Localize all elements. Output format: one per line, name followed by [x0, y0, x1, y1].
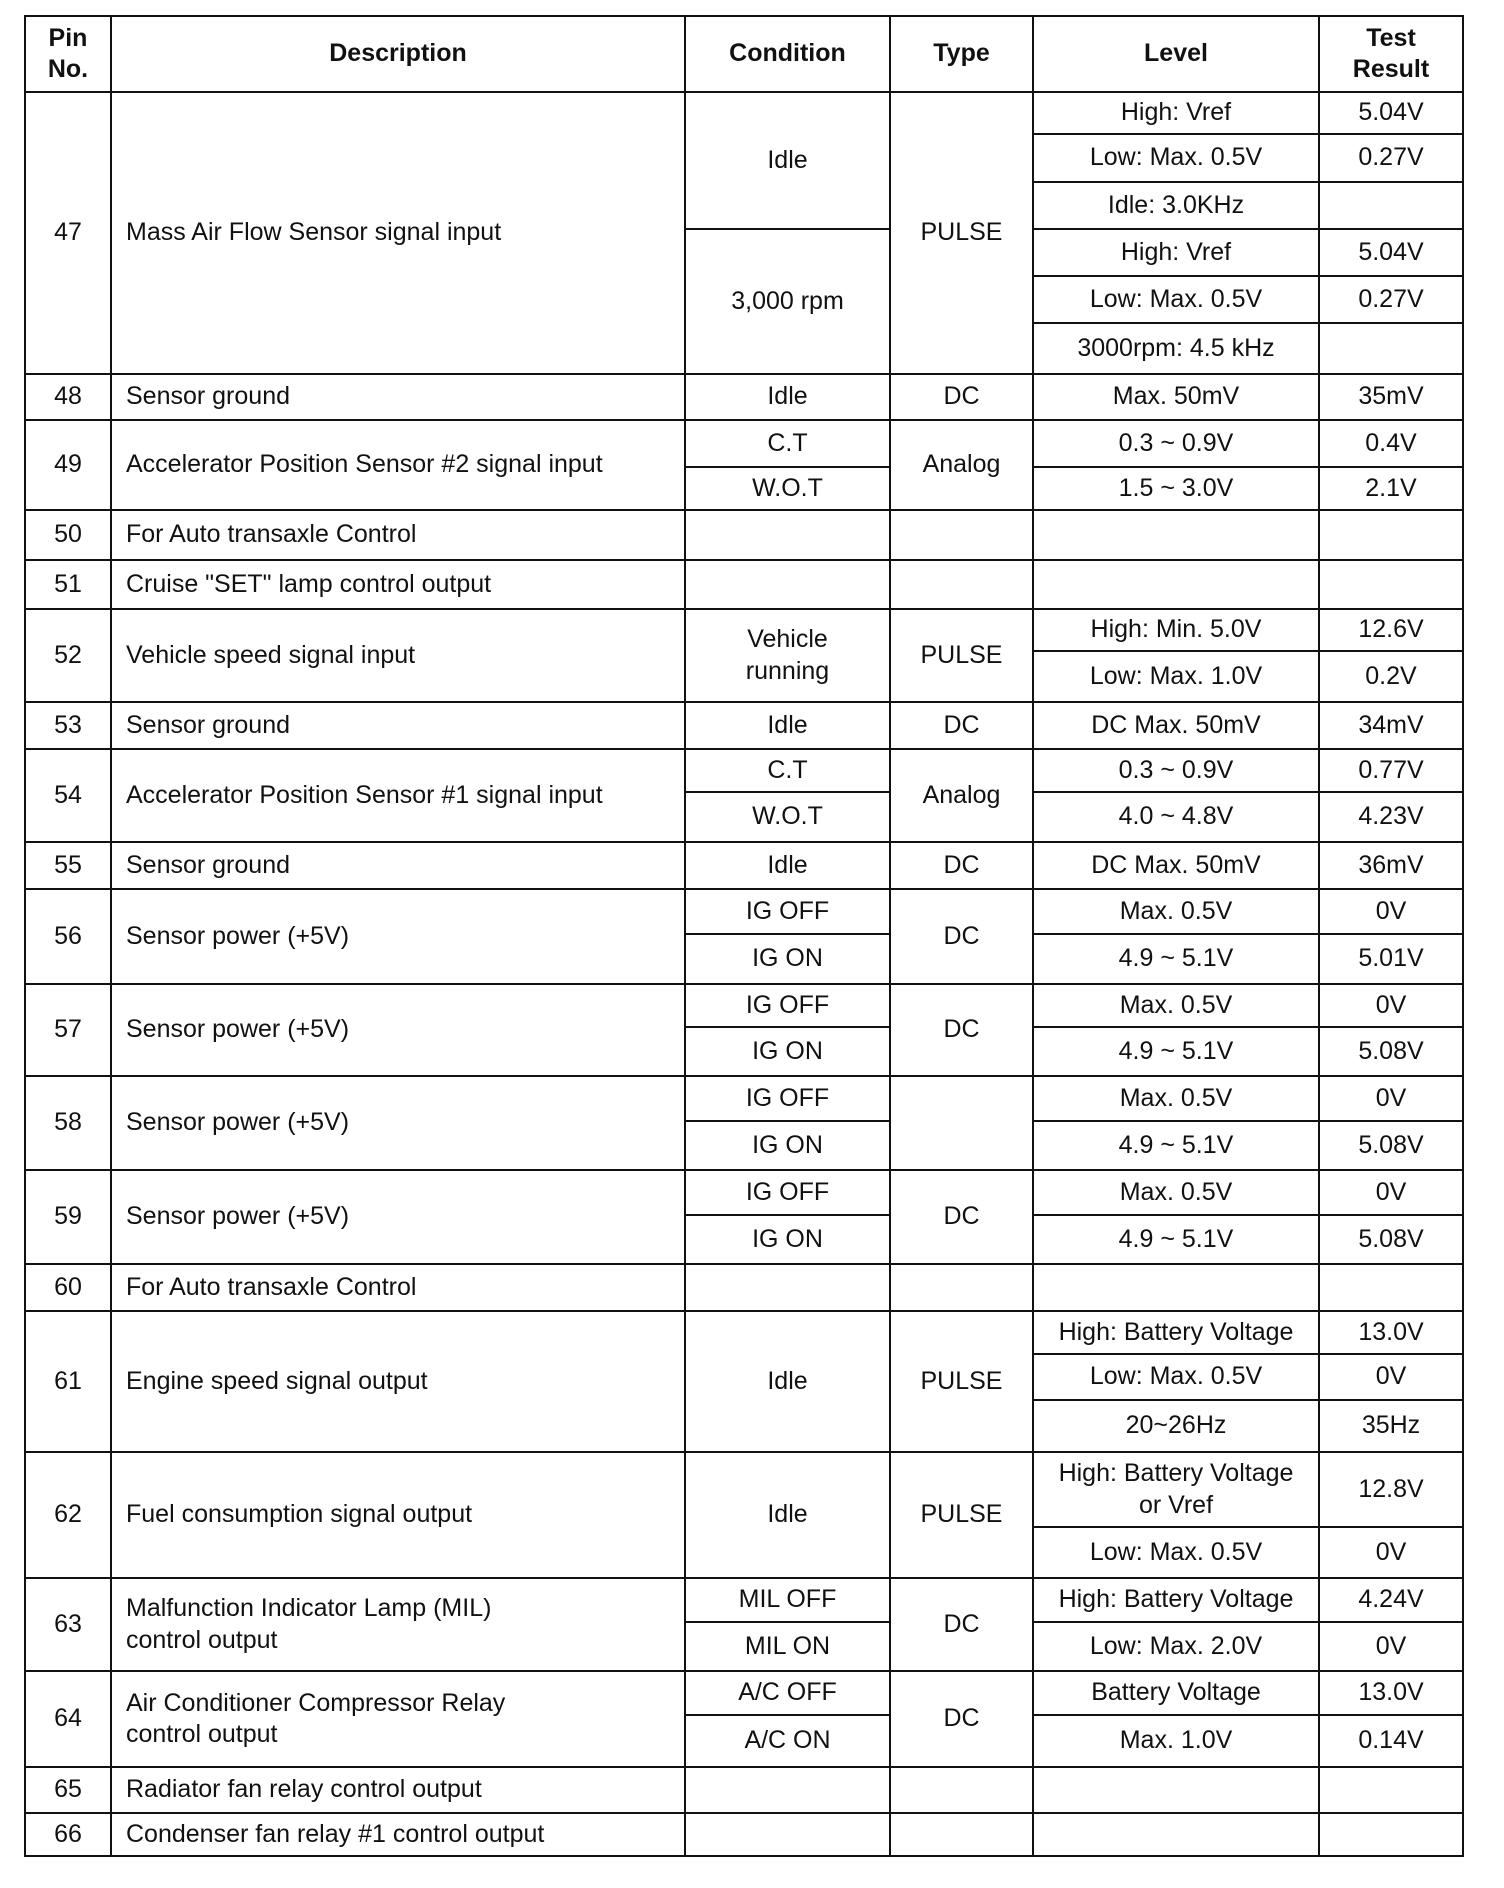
ecm-pin-table [24, 15, 1464, 1857]
pin-level: High: Battery Voltage or Vref [1033, 1452, 1319, 1527]
table-row-60 [25, 1264, 1463, 1311]
pin-result [1319, 323, 1463, 374]
pin-description: Engine speed signal output [111, 1311, 685, 1452]
pin-type: PULSE [890, 92, 1033, 374]
pin-level: Low: Max. 2.0V [1033, 1622, 1319, 1671]
table-row-53 [25, 702, 1463, 749]
pin-number: 63 [25, 1578, 111, 1671]
pin-description: For Auto transaxle Control [111, 510, 685, 560]
pin-result: 0V [1319, 1622, 1463, 1671]
pin-number: 64 [25, 1671, 111, 1767]
pin-type: DC [890, 889, 1033, 984]
pin-level [1033, 560, 1319, 609]
pin-condition: Idle [685, 1311, 890, 1452]
table-row-61 [25, 1311, 1463, 1354]
table-row-50 [25, 510, 1463, 560]
pin-condition: IG ON [685, 934, 890, 984]
pin-result: 12.8V [1319, 1452, 1463, 1527]
pin-result [1319, 510, 1463, 560]
pin-level: 4.9 ~ 5.1V [1033, 934, 1319, 984]
pin-result: 35mV [1319, 374, 1463, 420]
header-description: Description [111, 16, 685, 92]
pin-condition: IG ON [685, 1215, 890, 1264]
pin-condition: IG OFF [685, 984, 890, 1027]
pin-level: Low: Max. 0.5V [1033, 134, 1319, 182]
pin-level: 4.0 ~ 4.8V [1033, 792, 1319, 842]
pin-level: Idle: 3.0KHz [1033, 182, 1319, 229]
pin-condition [685, 510, 890, 560]
pin-condition: 3,000 rpm [685, 229, 890, 374]
pin-level: High: Battery Voltage [1033, 1311, 1319, 1354]
pin-result: 0.27V [1319, 276, 1463, 323]
pin-number: 60 [25, 1264, 111, 1311]
pin-level: High: Vref [1033, 92, 1319, 134]
pin-level: Low: Max. 0.5V [1033, 276, 1319, 323]
pin-result: 5.04V [1319, 229, 1463, 276]
pin-condition: A/C OFF [685, 1671, 890, 1715]
pin-type [890, 1813, 1033, 1856]
pin-level: DC Max. 50mV [1033, 842, 1319, 889]
pin-type: DC [890, 1170, 1033, 1264]
pin-number: 52 [25, 609, 111, 702]
pin-result: 4.23V [1319, 792, 1463, 842]
header-condition: Condition [685, 16, 890, 92]
pin-condition: IG OFF [685, 1076, 890, 1121]
pin-type: DC [890, 1671, 1033, 1767]
pin-type [890, 1264, 1033, 1311]
header-pin-no: Pin No. [25, 16, 111, 92]
table-row-55 [25, 842, 1463, 889]
pin-number: 50 [25, 510, 111, 560]
pin-description: Radiator fan relay control output [111, 1767, 685, 1813]
table-row-54 [25, 749, 1463, 792]
pin-number: 47 [25, 92, 111, 374]
pin-description: Air Conditioner Compressor Relay control output [111, 1671, 685, 1767]
pin-level [1033, 510, 1319, 560]
pin-level: High: Min. 5.0V [1033, 609, 1319, 651]
pin-level: DC Max. 50mV [1033, 702, 1319, 749]
table-row-65 [25, 1767, 1463, 1813]
pin-description: Sensor power (+5V) [111, 1076, 685, 1170]
pin-level: High: Battery Voltage [1033, 1578, 1319, 1622]
pin-type: DC [890, 842, 1033, 889]
pin-result: 0V [1319, 984, 1463, 1027]
pin-condition: Idle [685, 842, 890, 889]
pin-result: 12.6V [1319, 609, 1463, 651]
pin-condition [685, 1813, 890, 1856]
pin-number: 54 [25, 749, 111, 842]
pin-condition: A/C ON [685, 1715, 890, 1767]
pin-type: DC [890, 702, 1033, 749]
pin-number: 57 [25, 984, 111, 1076]
header-level: Level [1033, 16, 1319, 92]
pin-description: Mass Air Flow Sensor signal input [111, 92, 685, 374]
pin-result: 0.14V [1319, 1715, 1463, 1767]
pin-type: DC [890, 374, 1033, 420]
pin-type [890, 1767, 1033, 1813]
pin-level: Battery Voltage [1033, 1671, 1319, 1715]
pin-level: Max. 0.5V [1033, 889, 1319, 934]
table-row-56 [25, 889, 1463, 934]
pin-level [1033, 1264, 1319, 1311]
pin-result: 5.08V [1319, 1121, 1463, 1170]
pin-level: Max. 1.0V [1033, 1715, 1319, 1767]
pin-condition: C.T [685, 420, 890, 467]
table-row-59 [25, 1170, 1463, 1215]
pin-type: Analog [890, 749, 1033, 842]
table-row-51 [25, 560, 1463, 609]
pin-condition: W.O.T [685, 792, 890, 842]
pin-level: 4.9 ~ 5.1V [1033, 1027, 1319, 1076]
pin-result [1319, 1264, 1463, 1311]
pin-type: DC [890, 984, 1033, 1076]
pin-description: Sensor power (+5V) [111, 889, 685, 984]
pin-result: 0V [1319, 1354, 1463, 1400]
pin-level: Max. 0.5V [1033, 1076, 1319, 1121]
table-row-58 [25, 1076, 1463, 1121]
pin-level: 1.5 ~ 3.0V [1033, 467, 1319, 510]
pin-condition: IG ON [685, 1121, 890, 1170]
pin-type [890, 1076, 1033, 1170]
pin-condition [685, 1264, 890, 1311]
pin-result: 0V [1319, 1076, 1463, 1121]
pin-result: 13.0V [1319, 1311, 1463, 1354]
pin-number: 58 [25, 1076, 111, 1170]
pin-description: Fuel consumption signal output [111, 1452, 685, 1578]
table-row-57 [25, 984, 1463, 1027]
pin-result: 4.24V [1319, 1578, 1463, 1622]
pin-description: Sensor ground [111, 702, 685, 749]
pin-type: Analog [890, 420, 1033, 510]
pin-level: Max. 50mV [1033, 374, 1319, 420]
pin-condition: Idle [685, 92, 890, 229]
pin-level: 4.9 ~ 5.1V [1033, 1215, 1319, 1264]
pin-level: Low: Max. 0.5V [1033, 1527, 1319, 1578]
pin-condition: Idle [685, 1452, 890, 1578]
pin-result: 5.08V [1319, 1027, 1463, 1076]
pin-condition: Idle [685, 702, 890, 749]
pin-result: 2.1V [1319, 467, 1463, 510]
pin-description: Accelerator Position Sensor #1 signal input [111, 749, 685, 842]
table-row-63 [25, 1578, 1463, 1622]
pin-type: PULSE [890, 1452, 1033, 1578]
pin-number: 51 [25, 560, 111, 609]
table-row-64 [25, 1671, 1463, 1715]
table-row-48 [25, 374, 1463, 420]
pin-level [1033, 1813, 1319, 1856]
pin-condition: IG ON [685, 1027, 890, 1076]
pin-level: 0.3 ~ 0.9V [1033, 420, 1319, 467]
pin-type [890, 510, 1033, 560]
pin-level: Max. 0.5V [1033, 984, 1319, 1027]
pin-level: 3000rpm: 4.5 kHz [1033, 323, 1319, 374]
pin-condition: Idle [685, 374, 890, 420]
table-row-52 [25, 609, 1463, 651]
pin-result: 0.4V [1319, 420, 1463, 467]
pin-description: Cruise "SET" lamp control output [111, 560, 685, 609]
table-row-49 [25, 420, 1463, 467]
pin-type: DC [890, 1578, 1033, 1671]
pin-result: 34mV [1319, 702, 1463, 749]
pin-level: High: Vref [1033, 229, 1319, 276]
table-row-47 [25, 92, 1463, 134]
pin-result: 13.0V [1319, 1671, 1463, 1715]
pin-result: 0.77V [1319, 749, 1463, 792]
pin-condition: IG OFF [685, 1170, 890, 1215]
pin-number: 59 [25, 1170, 111, 1264]
pin-number: 49 [25, 420, 111, 510]
pin-description: Sensor ground [111, 842, 685, 889]
pin-number: 48 [25, 374, 111, 420]
pin-level: 4.9 ~ 5.1V [1033, 1121, 1319, 1170]
pin-description: Sensor power (+5V) [111, 1170, 685, 1264]
pin-description: Condenser fan relay #1 control output [111, 1813, 685, 1856]
pin-level [1033, 1767, 1319, 1813]
pin-result: 0.2V [1319, 651, 1463, 702]
pin-type [890, 560, 1033, 609]
pin-result [1319, 560, 1463, 609]
pin-description: For Auto transaxle Control [111, 1264, 685, 1311]
pin-result: 5.04V [1319, 92, 1463, 134]
pin-type: PULSE [890, 1311, 1033, 1452]
pin-number: 53 [25, 702, 111, 749]
pin-level: Low: Max. 0.5V [1033, 1354, 1319, 1400]
pin-type: PULSE [890, 609, 1033, 702]
pin-level: Max. 0.5V [1033, 1170, 1319, 1215]
pin-number: 56 [25, 889, 111, 984]
pin-result [1319, 1767, 1463, 1813]
pin-result [1319, 182, 1463, 229]
pin-result: 5.01V [1319, 934, 1463, 984]
pin-condition [685, 1767, 890, 1813]
pin-result [1319, 1813, 1463, 1856]
header-test-result: Test Result [1319, 16, 1463, 92]
pin-condition [685, 560, 890, 609]
pin-number: 62 [25, 1452, 111, 1578]
pin-result: 35Hz [1319, 1400, 1463, 1452]
table-row-66 [25, 1813, 1463, 1856]
pin-result: 5.08V [1319, 1215, 1463, 1264]
pin-result: 0.27V [1319, 134, 1463, 182]
pin-result: 0V [1319, 1527, 1463, 1578]
pin-description: Accelerator Position Sensor #2 signal input [111, 420, 685, 510]
pin-result: 0V [1319, 889, 1463, 934]
header-type: Type [890, 16, 1033, 92]
pin-level: 0.3 ~ 0.9V [1033, 749, 1319, 792]
pin-description: Vehicle speed signal input [111, 609, 685, 702]
pin-level: 20~26Hz [1033, 1400, 1319, 1452]
pin-condition: C.T [685, 749, 890, 792]
pin-condition: W.O.T [685, 467, 890, 510]
header-row [25, 16, 1463, 92]
pin-result: 36mV [1319, 842, 1463, 889]
pin-description: Sensor power (+5V) [111, 984, 685, 1076]
pin-number: 66 [25, 1813, 111, 1856]
pin-number: 55 [25, 842, 111, 889]
pin-condition: MIL ON [685, 1622, 890, 1671]
table-row-62 [25, 1452, 1463, 1527]
pin-description: Sensor ground [111, 374, 685, 420]
pin-condition: MIL OFF [685, 1578, 890, 1622]
pin-number: 61 [25, 1311, 111, 1452]
pin-number: 65 [25, 1767, 111, 1813]
pin-level: Low: Max. 1.0V [1033, 651, 1319, 702]
pin-description: Malfunction Indicator Lamp (MIL) control output [111, 1578, 685, 1671]
pin-condition: Vehicle running [685, 609, 890, 702]
pin-condition: IG OFF [685, 889, 890, 934]
pin-result: 0V [1319, 1170, 1463, 1215]
